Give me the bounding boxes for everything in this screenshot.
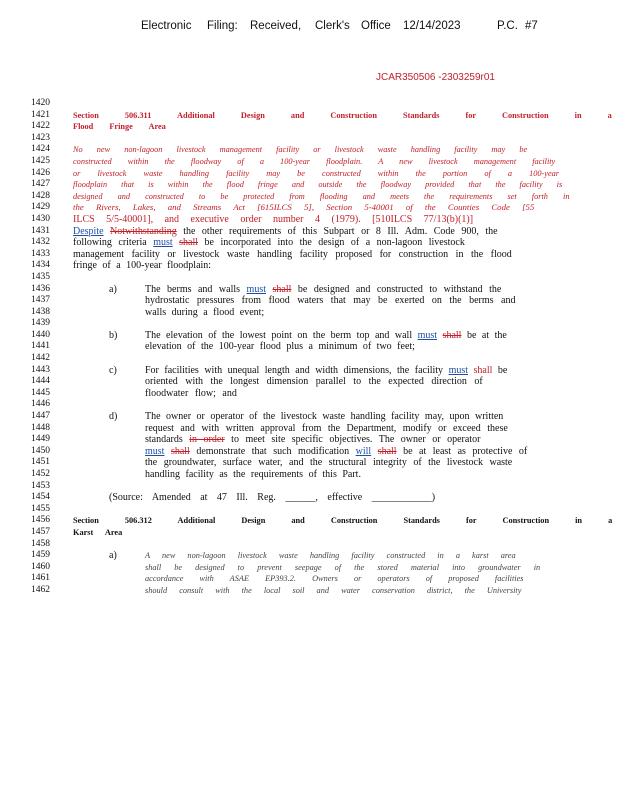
body-text: The owner or operator of the livestock waste handling facility may, upon written — [145, 411, 504, 423]
inserted-text: must — [448, 364, 469, 376]
inserted-text: must — [153, 237, 173, 249]
line-1427 — [0, 179, 618, 191]
line-1433 — [0, 249, 618, 261]
line-number: 1430 — [31, 213, 50, 224]
line-1459 — [0, 550, 618, 562]
statute-text: ILCS 5/5-40001], and executive order number 4 (1979). [510ILCS 77/13(b)(1)] — [73, 213, 474, 225]
line-number: 1436 — [31, 283, 50, 294]
line-1435 — [0, 272, 618, 284]
line-number: 1423 — [31, 132, 50, 143]
line-number: 1456 — [31, 515, 50, 526]
line-1456 — [0, 515, 618, 527]
line-number: 1449 — [31, 434, 50, 445]
line-number: 1443 — [31, 364, 50, 375]
header-word: Electronic — [141, 20, 192, 32]
inserted-text: must — [145, 445, 165, 457]
line-1449 — [0, 434, 618, 446]
header-word: Clerk's — [315, 20, 350, 32]
inserted-text: must — [246, 283, 266, 295]
statute-text: No new non-lagoon livestock management facility or livestock waste handling facility may be — [73, 145, 528, 155]
body-text: be designed and constructed to withstand the — [291, 283, 502, 295]
deleted-text: Notwithstanding — [110, 225, 177, 237]
body-text: be incorporated into the design of a non-lagoon livestock — [198, 237, 465, 249]
line-number: 1424 — [31, 144, 50, 155]
line-number: 1432 — [31, 237, 50, 248]
line-1446 — [0, 399, 618, 411]
list-marker: c) — [109, 364, 117, 376]
body-text: The berms and walls — [145, 283, 247, 295]
body-text: handling facility as the requirements of this Part. — [145, 469, 361, 480]
line-number: 1459 — [31, 550, 50, 561]
line-number: 1445 — [31, 387, 50, 398]
header-word: Office — [361, 20, 391, 32]
body-text: demonstrate that such modification — [189, 445, 356, 457]
line-1450 — [0, 446, 618, 458]
statute-text: shall be designed to prevent seepage of the stored material into groundwater in — [145, 562, 541, 572]
line-number: 1458 — [31, 538, 50, 549]
line-1443 — [0, 365, 618, 377]
line-number: 1460 — [31, 561, 50, 572]
line-1441 — [0, 341, 618, 353]
line-number: 1440 — [31, 329, 50, 340]
line-1444 — [0, 376, 618, 388]
line-1422 — [0, 121, 618, 133]
body-text: to meet site specific objectives. The owner or operator — [224, 434, 481, 446]
line-number: 1435 — [31, 271, 50, 282]
inserted-text: must — [417, 329, 438, 341]
line-number: 1462 — [31, 584, 50, 595]
line-1429 — [0, 202, 618, 214]
statute-text: accordance with ASAE EP393.2. Owners or operators of proposed facilities — [145, 574, 524, 584]
line-number: 1448 — [31, 422, 50, 433]
line-1453 — [0, 481, 618, 493]
line-number: 1433 — [31, 248, 50, 259]
header-word: 12/14/2023 — [403, 20, 461, 32]
list-marker: b) — [109, 329, 118, 341]
line-number: 1426 — [31, 167, 50, 178]
line-number: 1450 — [31, 445, 50, 456]
line-1424 — [0, 144, 618, 156]
body-text: hydrostatic pressures from flood waters that may be exerted on the berms and — [145, 295, 516, 307]
deleted-text: shall — [442, 329, 462, 341]
line-number: 1455 — [31, 503, 50, 514]
header-word: P.C. — [497, 20, 518, 32]
line-1462 — [0, 585, 618, 597]
statute-text: the Rivers, Lakes, and Streams Act [615ILCS 5], Section 5-40001 of the Counties Code [55 — [73, 202, 535, 213]
line-1426 — [0, 168, 618, 180]
statute-text: designed and constructed to be protected from flooding and meets the requirements set forth in — [73, 191, 570, 201]
document-code: JCAR350506 -2303259r01 — [376, 72, 495, 83]
deleted-text: shall — [377, 445, 397, 457]
line-1436 — [0, 284, 618, 296]
section-heading: Section 506.312 Additional Design and Construction Standards for Construction in a — [73, 516, 613, 526]
statute-text: A new non-lagoon livestock waste handling facility constructed in a karst area — [145, 551, 516, 561]
line-number: 1439 — [31, 318, 50, 329]
body-text: following criteria — [73, 237, 154, 249]
line-1461 — [0, 573, 618, 585]
line-number: 1442 — [31, 353, 50, 364]
list-marker: a) — [109, 283, 117, 295]
line-1447 — [0, 411, 618, 423]
line-number: 1441 — [31, 341, 50, 352]
line-1454 — [0, 492, 618, 504]
line-number: 1437 — [31, 295, 50, 306]
line-number: 1447 — [31, 411, 50, 422]
line-number: 1446 — [31, 399, 50, 410]
section-heading: Flood Fringe Area — [73, 122, 166, 132]
line-1460 — [0, 562, 618, 574]
line-1457 — [0, 527, 618, 539]
statute-text: should consult with the local soil and water conservation district, the University — [145, 585, 522, 595]
source-note: (Source: Amended at 47 Ill. Reg. ______, effective ____________) — [109, 492, 436, 504]
line-1428 — [0, 191, 618, 203]
list-marker: d) — [109, 411, 118, 423]
line-1431 — [0, 226, 618, 238]
line-number: 1420 — [31, 98, 50, 108]
statute-text: constructed within the floodway of a 100-year floodplain. A new livestock management facility — [73, 156, 556, 166]
line-number: 1431 — [31, 225, 50, 236]
deleted-text: shall — [272, 283, 292, 295]
line-1448 — [0, 423, 618, 435]
body-text: request and with written approval from the Department, modify or exceed these — [145, 422, 508, 434]
line-1421 — [0, 110, 618, 122]
line-1420 — [0, 98, 618, 110]
line-1423 — [0, 133, 618, 145]
body-text: floodwater flow; and — [145, 387, 237, 399]
line-1437 — [0, 295, 618, 307]
line-number: 1452 — [31, 469, 50, 479]
line-1452 — [0, 469, 618, 481]
line-number: 1457 — [31, 526, 50, 537]
line-number: 1428 — [31, 190, 50, 201]
document-body — [0, 98, 618, 597]
statute-text: or livestock waste handling facility may be constructed within the portion of a 100-year — [73, 168, 560, 178]
inserted-text: will — [355, 445, 372, 457]
header-word: Received, — [250, 20, 302, 32]
line-number: 1454 — [31, 492, 50, 503]
line-number: 1453 — [31, 480, 50, 491]
line-number: 1422 — [31, 121, 50, 132]
body-text: oriented with the longest dimension parallel to the expected direction of — [145, 376, 483, 388]
line-number: 1425 — [31, 155, 50, 166]
body-text: be — [492, 364, 508, 376]
line-number: 1461 — [31, 573, 50, 584]
electronic-filing-header — [0, 20, 618, 36]
deleted-text: shall — [170, 445, 190, 457]
body-text: be at the — [461, 329, 507, 341]
line-number: 1438 — [31, 306, 50, 317]
body-text: The elevation of the lowest point on the berm top and wall — [145, 329, 418, 341]
line-1455 — [0, 504, 618, 516]
section-heading: Section 506.311 Additional Design and Construction Standards for Construction in a — [73, 110, 612, 120]
line-1425 — [0, 156, 618, 168]
line-number: 1444 — [31, 376, 50, 387]
inserted-text: Despite — [73, 225, 104, 237]
line-number: 1429 — [31, 202, 50, 213]
body-text: fringe of a 100-year floodplain: — [73, 260, 212, 272]
body-text-red: shall — [473, 364, 493, 376]
line-1432 — [0, 237, 618, 249]
line-1442 — [0, 353, 618, 365]
list-marker: a) — [109, 550, 117, 562]
body-text: management facility or livestock waste handling facility proposed for construction in the flood — [73, 248, 512, 260]
header-word: Filing: — [207, 20, 238, 32]
line-1451 — [0, 457, 618, 469]
body-text: standards — [145, 434, 190, 446]
body-text: walls during a flood event; — [145, 306, 265, 318]
line-number: 1427 — [31, 179, 50, 190]
line-1440 — [0, 330, 618, 342]
body-text: the other requirements of this Subpart or 8 Ill. Adm. Code 900, the — [176, 225, 498, 237]
deleted-text: shall — [179, 237, 199, 249]
line-1430 — [0, 214, 618, 226]
statute-text: floodplain that is within the flood fringe and outside the floodway provided that the facility is — [73, 180, 563, 190]
line-number: 1421 — [31, 109, 50, 120]
section-heading: Karst Area — [73, 527, 123, 537]
line-1434 — [0, 260, 618, 272]
body-text: the groundwater, surface water, and the structural integrity of the livestock waste — [145, 457, 513, 469]
header-word: #7 — [525, 20, 538, 32]
deleted-text: in order — [189, 434, 225, 446]
body-text: For facilities with unequal length and width dimensions, the facility — [145, 364, 449, 376]
line-1439 — [0, 318, 618, 330]
line-number: 1451 — [31, 457, 50, 468]
line-number: 1434 — [31, 260, 50, 271]
body-text: elevation of the 100-year flood plus a minimum of two feet; — [145, 341, 415, 353]
line-1438 — [0, 307, 618, 319]
line-1458 — [0, 539, 618, 551]
line-1445 — [0, 388, 618, 400]
body-text: be at least as protective of — [396, 445, 528, 457]
